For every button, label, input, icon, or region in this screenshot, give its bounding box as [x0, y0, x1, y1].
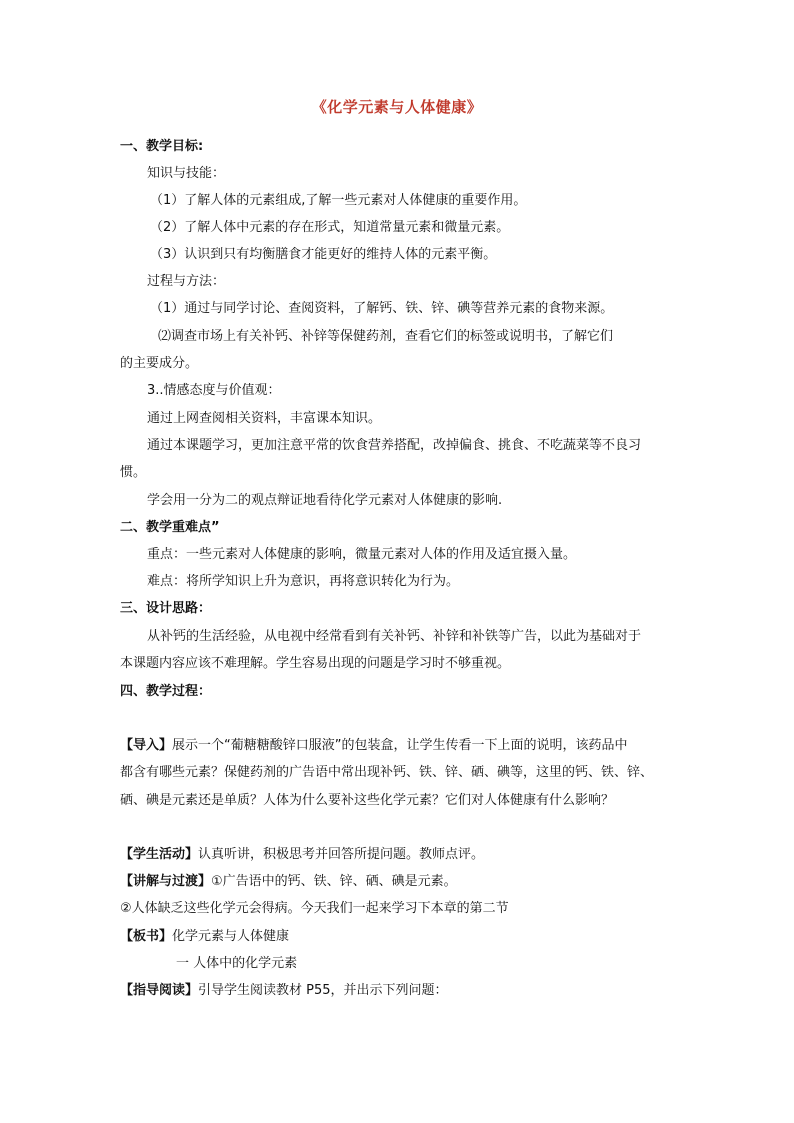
student-activity-text: 认真听讲，积极思考并回答所提问题。教师点评。: [198, 847, 485, 862]
section-heading-key-points: 二、教学重难点”: [120, 520, 220, 535]
design-line-1: 从补钙的生活经验，从电视中经常看到有关补钙、补锌和补铁等广告，以此为基础对于: [147, 629, 642, 644]
process-item-2-line-1: ⑵调查市场上有关补钙、补锌等保健药剂，查看它们的标签或说明书，了解它们: [158, 329, 614, 344]
intro-tag: 【导入】: [120, 738, 173, 753]
attitude-label: 3..情感态度与价值观：: [147, 383, 281, 398]
guide-reading-line: [120, 982, 448, 1000]
key-point-text: 重点：一些元素对人体健康的影响，微量元素对人体的作用及适宜摄入量。: [147, 547, 577, 562]
knowledge-item-2: （2）了解人体中元素的存在形式，知道常量元素和微量元素。: [150, 220, 510, 235]
knowledge-item-1: （1）了解人体的元素组成,了解一些元素对人体健康的重要作用。: [150, 193, 527, 208]
section-heading-objectives: 一、教学目标:: [120, 139, 204, 154]
attitude-paragraph-3: 学会用一分为二的观点辩证地看待化学元素对人体健康的影响.: [147, 493, 503, 508]
board-text: 化学元素与人体健康: [172, 929, 290, 944]
process-item-1: （1）通过与同学讨论、查阅资料，了解钙、铁、锌、碘等营养元素的食物来源。: [150, 301, 614, 316]
board-tag: 【板书】: [120, 929, 173, 944]
guide-reading-text: 引导学生阅读教材 P55，并出示下列问题：: [198, 983, 448, 998]
attitude-paragraph-1: 通过上网查阅相关资料，丰富课本知识。: [147, 411, 382, 426]
explain-tag: 【讲解与过渡】: [120, 874, 212, 889]
intro-line-2: 都含有哪些元素？保健药剂的广告语中常出现补钙、铁、锌、硒、碘等，这里的钙、铁、锌、: [120, 765, 654, 780]
board-line: [120, 928, 289, 946]
attitude-paragraph-2-line-1: 通过本课题学习，更加注意平常的饮食营养搭配，改掉偏食、挑食、不吃蔬菜等不良习: [147, 438, 642, 453]
explain-text: ①广告语中的钙、铁、锌、硒、碘是元素。: [211, 874, 457, 889]
student-activity-line: [120, 846, 484, 864]
intro-line-1: [120, 737, 628, 755]
intro-line-3: 硒、碘是元素还是单质？人体为什么要补这些化学元素？它们对人体健康有什么影响？: [120, 793, 615, 808]
student-activity-tag: 【学生活动】: [120, 847, 199, 862]
design-line-2: 本课题内容应该不难理解。学生容易出现的问题是学习时不够重视。: [120, 656, 511, 671]
intro-text: 展示一个“葡糖糖酸锌口服液”的包装盒，让学生传看一下上面的说明，该药品中: [172, 738, 628, 753]
guide-reading-tag: 【指导阅读】: [120, 983, 199, 998]
knowledge-item-3: （3）认识到只有均衡膳食才能更好的维持人体的元素平衡。: [150, 247, 497, 262]
board-subtitle: 一 人体中的化学元素: [176, 956, 298, 971]
section-heading-design: 三、设计思路：: [120, 601, 212, 616]
explain-line-1: [120, 873, 457, 891]
document-title: 《化学元素与人体健康》: [311, 98, 483, 116]
explain-line-2: ②人体缺乏这些化学元会得病。今天我们一起来学习下本章的第二节: [120, 901, 509, 916]
attitude-paragraph-2-line-2: 惯。: [120, 465, 147, 480]
knowledge-label: 知识与技能：: [147, 166, 226, 181]
difficulty-text: 难点：将所学知识上升为意识，再将意识转化为行为。: [147, 574, 460, 589]
process-label: 过程与方法：: [147, 274, 226, 289]
process-item-2-line-2: 的主要成分。: [120, 356, 199, 371]
section-heading-process: 四、教学过程：: [120, 684, 212, 699]
